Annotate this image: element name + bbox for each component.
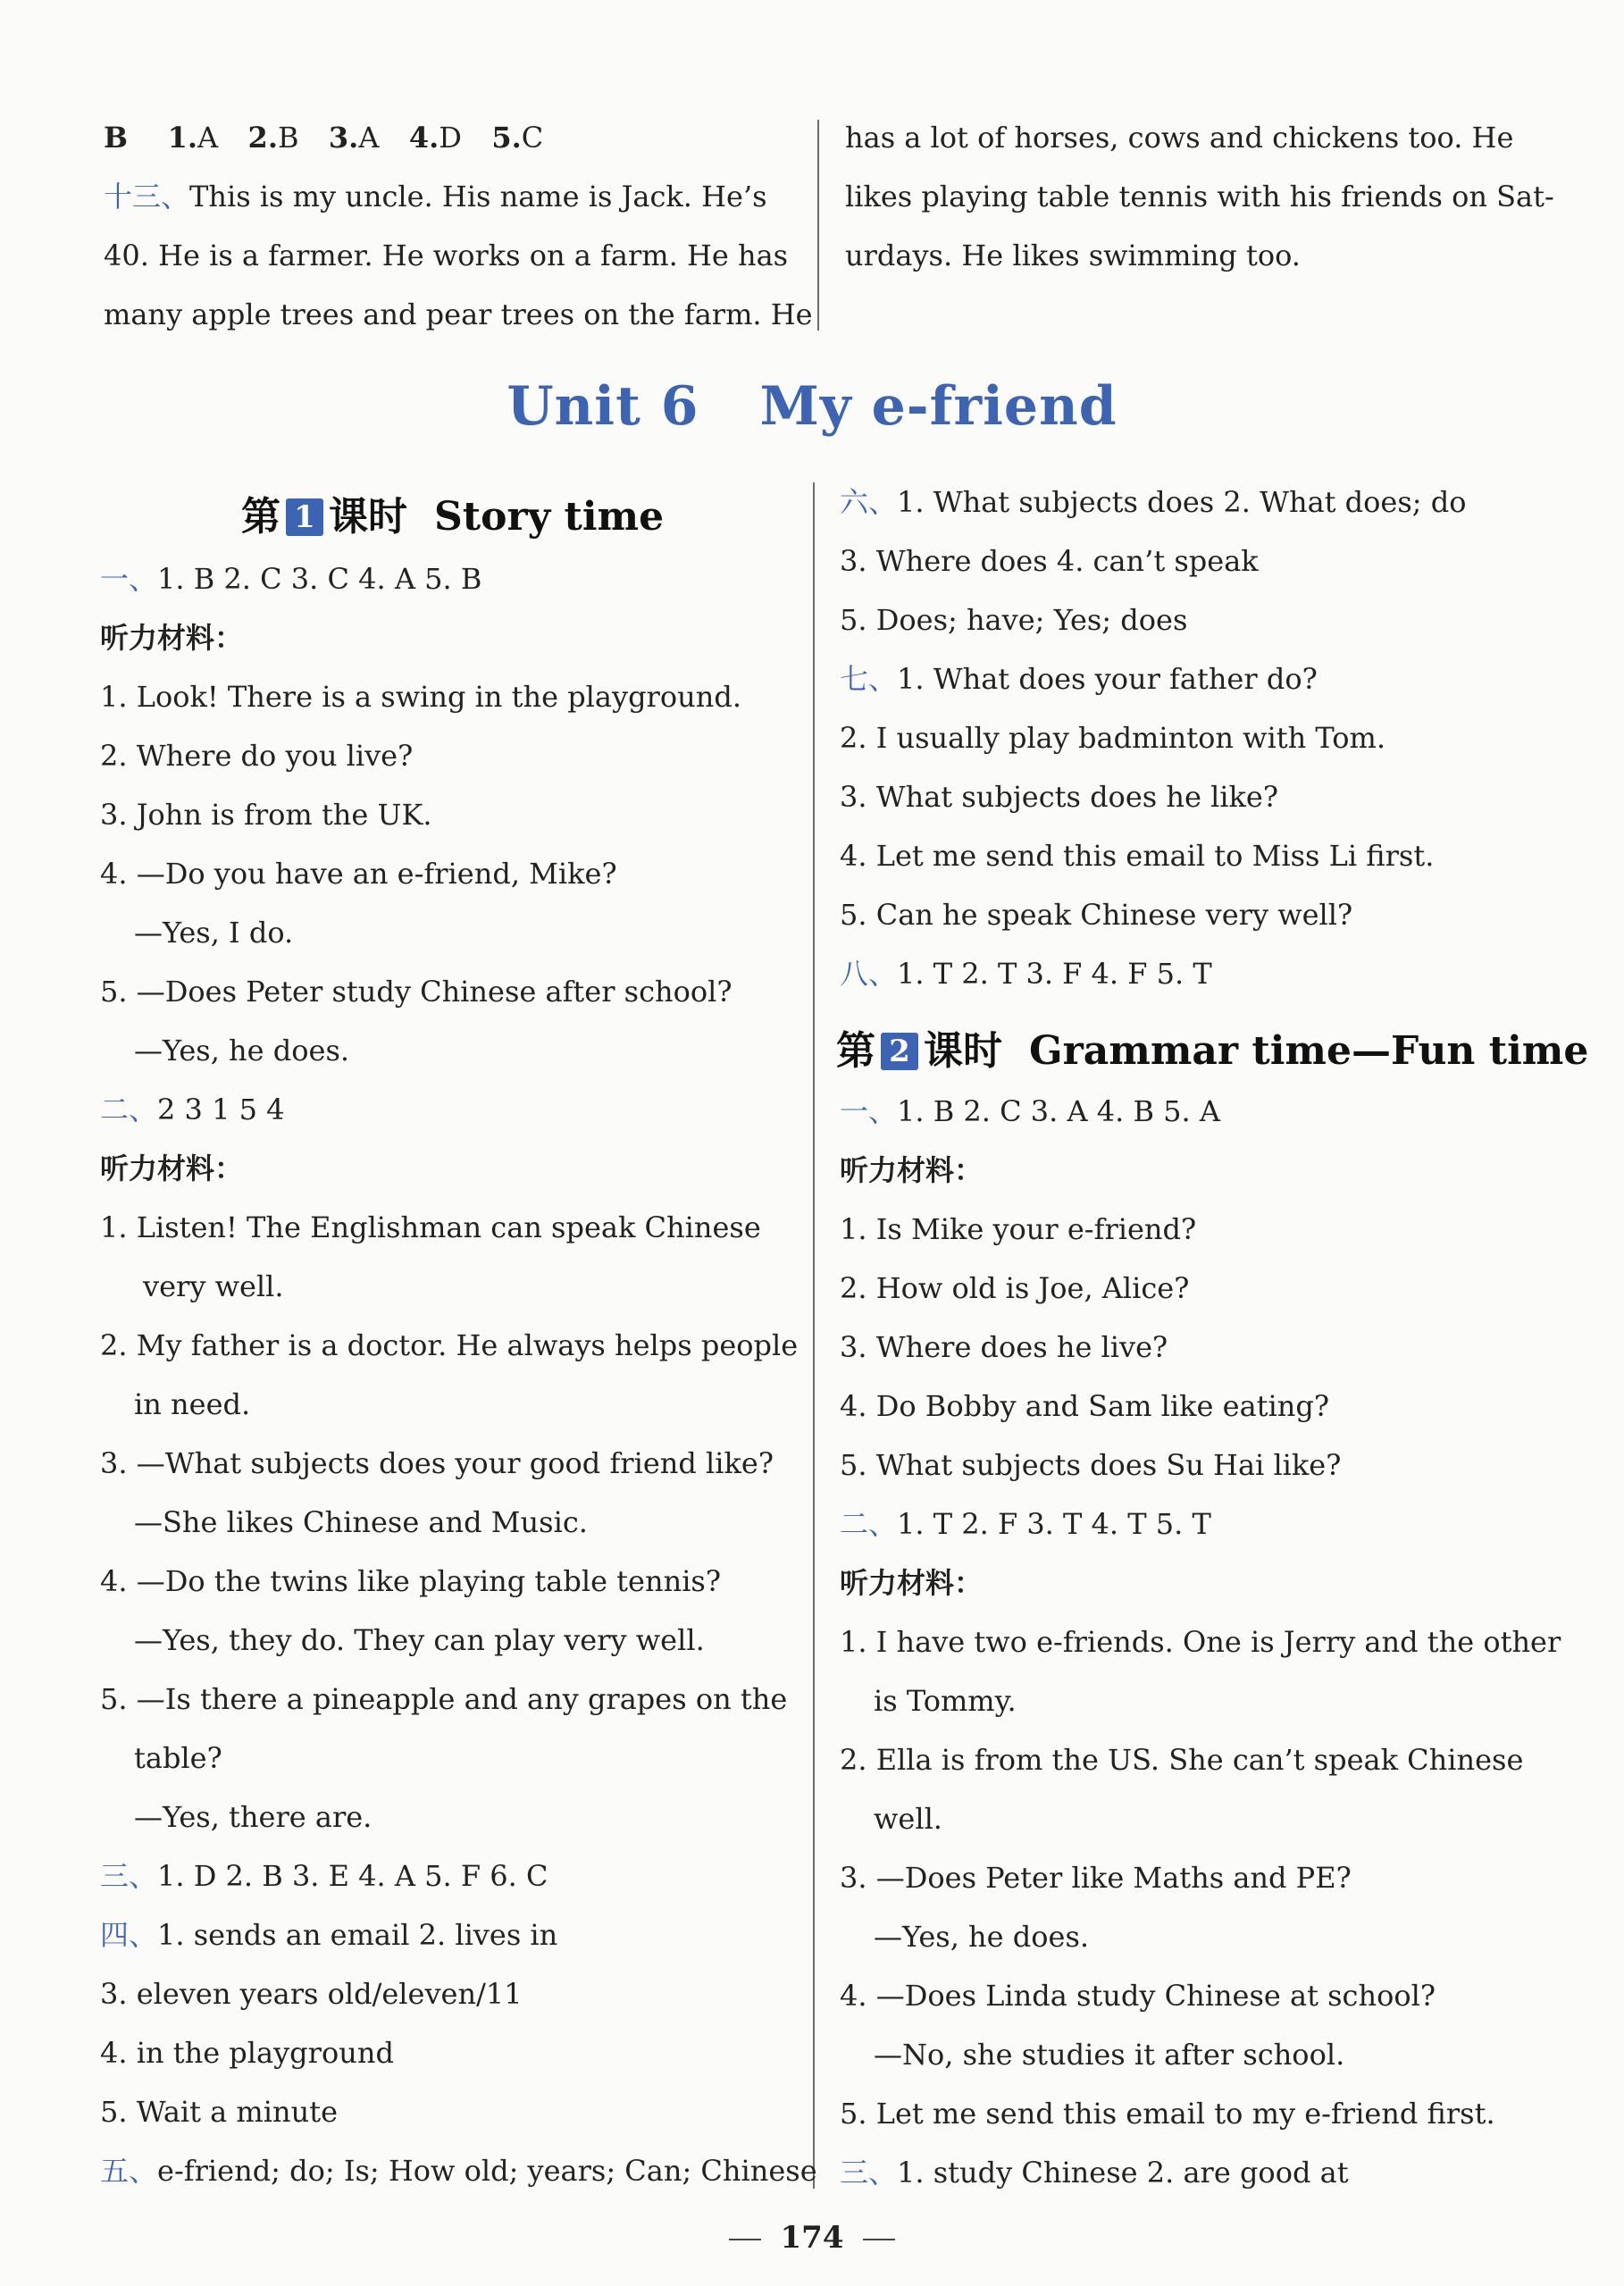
listening-label: 听力材料： bbox=[100, 621, 244, 655]
answer-line: 2. My father is a doctor. He always helps people bbox=[100, 1328, 799, 1362]
answer-line: 三、1. D 2. B 3. E 4. A 5. F 6. C bbox=[100, 1859, 548, 1893]
answer-line: 2. I usually play badminton with Tom. bbox=[840, 721, 1386, 755]
answer-line: 1. I have two e-friends. One is Jerry and the other bbox=[840, 1625, 1561, 1659]
answer-line: 一、1. B 2. C 3. C 4. A 5. B bbox=[100, 562, 482, 596]
answer-line: 1. Is Mike your e-friend? bbox=[840, 1212, 1197, 1246]
section13-line: has a lot of horses, cows and chickens too. He bbox=[845, 121, 1514, 155]
section13-line: likes playing table tennis with his friends on Sat- bbox=[845, 180, 1554, 214]
answer-line: 4. in the playground bbox=[100, 2036, 394, 2070]
section13-line: 十三、This is my uncle. His name is Jack. He’s bbox=[104, 180, 767, 214]
section-b-answers: B 1.A 2.B 3.A 4.D 5.C bbox=[104, 121, 544, 155]
answer-line: table? bbox=[134, 1741, 222, 1775]
answer-line: 1. Listen! The Englishman can speak Chinese bbox=[100, 1210, 761, 1244]
answer-line: 2. Where do you live? bbox=[100, 739, 414, 773]
lesson-2-heading: 第 2 课时 Grammar time—Fun time bbox=[836, 1028, 1589, 1074]
answer-line: 二、2 3 1 5 4 bbox=[100, 1093, 285, 1126]
answer-line: —Yes, he does. bbox=[874, 1920, 1090, 1954]
answer-line: 5. What subjects does Su Hai like? bbox=[840, 1448, 1342, 1482]
answer-line: in need. bbox=[134, 1387, 251, 1421]
answer-line: 4. —Do the twins like playing table tennis? bbox=[100, 1564, 721, 1598]
column-divider bbox=[813, 482, 815, 2189]
answer-line: 5. Let me send this email to my e-friend first. bbox=[840, 2097, 1495, 2131]
section13-line: urdays. He likes swimming too. bbox=[845, 239, 1301, 272]
answer-line: 二、1. T 2. F 3. T 4. T 5. T bbox=[840, 1507, 1211, 1541]
answer-line: 4. —Does Linda study Chinese at school? bbox=[840, 1979, 1436, 2013]
column-divider bbox=[817, 120, 819, 331]
answer-line: 七、1. What does your father do? bbox=[840, 662, 1318, 696]
answer-line: 六、1. What subjects does 2. What does; do bbox=[840, 485, 1467, 519]
answer-line: 四、1. sends an email 2. lives in bbox=[100, 1918, 558, 1952]
answer-line: 4. —Do you have an e-friend, Mike? bbox=[100, 857, 617, 891]
answer-line: 5. —Does Peter study Chinese after school? bbox=[100, 975, 732, 1009]
answer-line: 4. Do Bobby and Sam like eating? bbox=[840, 1389, 1329, 1423]
answer-line: 3. John is from the UK. bbox=[100, 798, 432, 832]
answer-line: —Yes, they do. They can play very well. bbox=[134, 1623, 705, 1657]
answer-line: 3. Where does he live? bbox=[840, 1330, 1168, 1364]
answer-line: 五、e-friend; do; Is; How old; years; Can; Chinese bbox=[100, 2154, 817, 2188]
answer-line: 3. —What subjects does your good friend like? bbox=[100, 1446, 774, 1480]
unit-title: Unit 6 My e-friend bbox=[506, 375, 1118, 438]
answer-line: 5. —Is there a pineapple and any grapes on the bbox=[100, 1682, 788, 1716]
answer-line: —Yes, he does. bbox=[134, 1034, 350, 1068]
answer-line: —Yes, I do. bbox=[134, 916, 294, 950]
section13-line: many apple trees and pear trees on the farm. He bbox=[104, 297, 813, 331]
answer-line: 3. eleven years old/eleven/11 bbox=[100, 1977, 523, 2011]
answer-line: very well. bbox=[143, 1269, 284, 1303]
answer-line: 八、1. T 2. T 3. F 4. F 5. T bbox=[840, 957, 1212, 991]
answer-line: 3. Where does 4. can’t speak bbox=[840, 544, 1259, 578]
listening-label: 听力材料： bbox=[100, 1151, 244, 1185]
answer-line: 4. Let me send this email to Miss Li first. bbox=[840, 839, 1435, 873]
answer-line: is Tommy. bbox=[874, 1684, 1017, 1718]
answer-line: —No, she studies it after school. bbox=[874, 2038, 1345, 2072]
answer-line: well. bbox=[874, 1802, 942, 1836]
answer-line: 2. Ella is from the US. She can’t speak Chinese bbox=[840, 1743, 1524, 1777]
listening-label: 听力材料： bbox=[840, 1153, 984, 1187]
answer-line: 3. —Does Peter like Maths and PE? bbox=[840, 1861, 1352, 1895]
lesson-1-heading: 第 1 课时 Story time bbox=[241, 494, 665, 540]
answer-line: —Yes, there are. bbox=[134, 1800, 373, 1834]
answer-line: 5. Wait a minute bbox=[100, 2095, 338, 2129]
answer-line: —She likes Chinese and Music. bbox=[134, 1505, 588, 1539]
answer-line: 2. How old is Joe, Alice? bbox=[840, 1271, 1190, 1305]
page-number: 174 bbox=[0, 2220, 1624, 2256]
section13-line: 40. He is a farmer. He works on a farm. He has bbox=[104, 239, 789, 272]
listening-label: 听力材料： bbox=[840, 1566, 984, 1600]
answer-line: 3. What subjects does he like? bbox=[840, 780, 1279, 814]
answer-line: 三、1. study Chinese 2. are good at bbox=[840, 2156, 1349, 2190]
answer-line: 5. Can he speak Chinese very well? bbox=[840, 898, 1353, 932]
answer-line: 一、1. B 2. C 3. A 4. B 5. A bbox=[840, 1094, 1220, 1128]
answer-line: 5. Does; have; Yes; does bbox=[840, 603, 1188, 637]
answer-line: 1. Look! There is a swing in the playground. bbox=[100, 680, 741, 714]
